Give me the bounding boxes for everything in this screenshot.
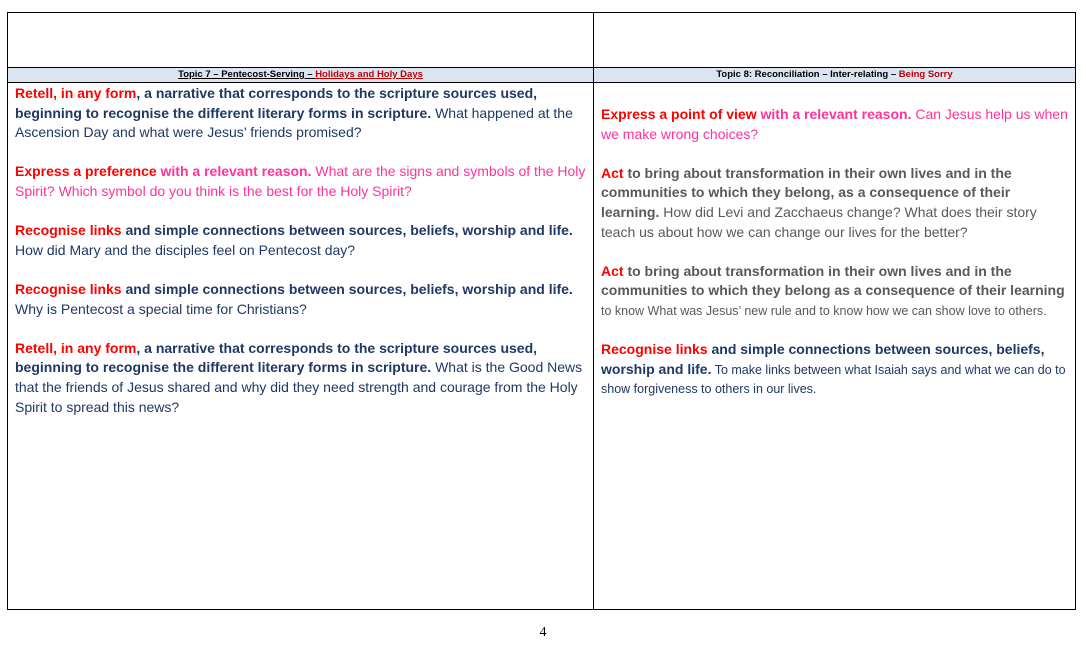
topic-8-subtitle: Being Sorry — [898, 69, 953, 80]
right-entry-4: Recognise links and simple connections between sources, beliefs, worship and life. To make links between what Isaiah says and what we can do to show forgiveness to others in our lives. — [601, 341, 1066, 397]
right-entry-3: Act to bring about transformation in their own lives and in the communities to which they belong as a consequence of their learning to know What was Jesus’ new rule and to know how we can show love to others. — [601, 262, 1065, 318]
left-entry-3: Recognise links and simple connections between sources, beliefs, worship and life. How did Mary and the disciples feel on Pentecost day? — [15, 222, 573, 258]
left-entry-1: Retell, in any form, a narrative that corresponds to the scripture sources used, beginning to recognise the different literary forms in scripture. What happened at the Ascension Day and what were Jesus’ friends promised? — [15, 85, 573, 141]
left-entry-4: Recognise links and simple connections between sources, beliefs, worship and life. Why is Pentecost a special time for Christians? — [15, 280, 573, 317]
topics-table — [7, 12, 1076, 610]
topic-7-header — [8, 68, 594, 83]
topic-8-header — [594, 68, 1075, 83]
topic-7-title: Topic 7 – Pentecost-Serving – — [178, 69, 316, 80]
right-entry-1: Express a point of view with a relevant reason. Can Jesus help us when we make wrong choices? — [601, 106, 1068, 142]
left-entry-2: Express a preference with a relevant reason. What are the signs and symbols of the Holy Spirit? Which symbol do you think is the best for the Holy Spirit? — [15, 163, 586, 199]
topic-8-title: Topic 8: Reconciliation – Inter-relating – — [716, 69, 899, 80]
page-number: 4 — [539, 625, 547, 640]
topic-8-body — [594, 83, 1075, 609]
topic-7-subtitle: Holidays and Holy Days — [315, 69, 423, 80]
blank-cell-right — [594, 13, 1075, 68]
blank-cell-left — [8, 13, 594, 68]
left-entry-5: Retell, in any form, a narrative that corresponds to the scripture sources used, beginning to recognise the different literary forms in scripture. What is the Good News that the friends of Jesus shared and why did they need strength and courage from the Holy Spirit to spread this news? — [15, 339, 583, 415]
right-entry-2: Act to bring about transformation in their own lives and in the communities to which they belong, as a consequence of their learning. How did Levi and Zacchaeus change? What does their story teach us about how we can change our lives for the better? — [601, 164, 1037, 240]
topic-7-body — [8, 83, 594, 609]
